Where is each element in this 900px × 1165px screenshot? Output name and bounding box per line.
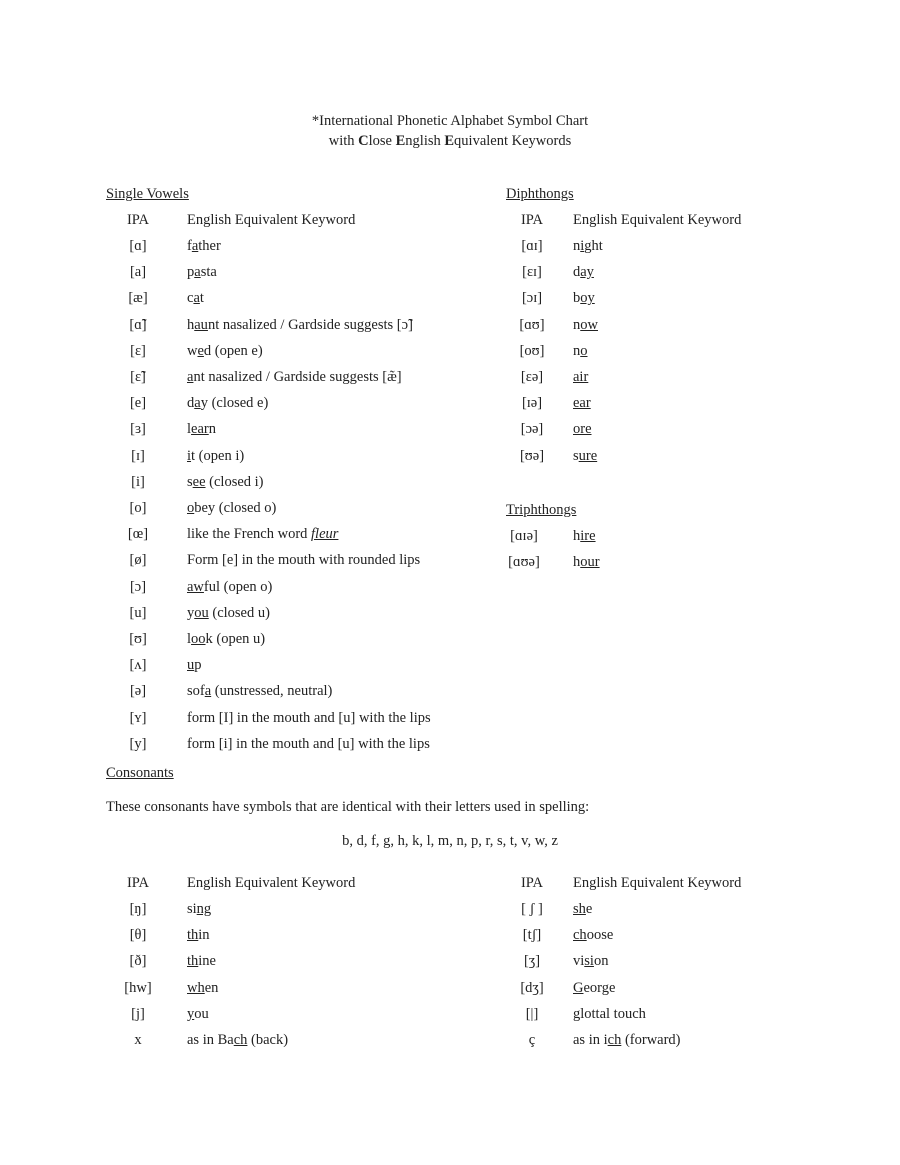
ipa-symbol: [ɑɪ] (521, 238, 543, 254)
ipa-symbol: [ɔə] (520, 421, 544, 438)
keyword-example: it (open i) (187, 447, 245, 464)
ipa-symbol: [o] (129, 500, 147, 516)
keyword-example: look (open u) (187, 631, 266, 647)
keyword-example: she (573, 901, 593, 917)
keyword-example: Form [e] in the mouth with rounded lips (187, 552, 421, 569)
ipa-symbol: [|] (525, 1005, 539, 1022)
keyword-example: sofa (unstressed, neutral) (187, 683, 333, 700)
ipa-symbol: [i] (131, 473, 145, 490)
ipa-symbol: [ɪə] (521, 395, 543, 412)
ipa-symbol: [dʒ] (520, 979, 544, 996)
keyword-example: thine (187, 953, 216, 970)
keyword-example: like the French word fleur (187, 526, 339, 543)
keyword-example: ear (573, 395, 591, 412)
single-vowels-heading: Single Vowels (106, 186, 189, 202)
keyword-example: learn (187, 421, 216, 438)
keyword-example: now (573, 316, 598, 333)
ipa-symbol: [ŋ] (129, 901, 147, 917)
keyword-example: haunt nasalized / Gardside suggests [ɔ̃] (187, 316, 413, 333)
document-title (0, 111, 900, 151)
ipa-symbol: ç (528, 1032, 536, 1048)
keyword-example: thin (187, 927, 210, 944)
triphthongs-heading: Triphthongs (506, 502, 577, 518)
keyword-example: choose (573, 927, 614, 944)
ipa-symbol: [hw] (124, 979, 152, 996)
keyword-example: you (187, 1005, 209, 1022)
ipa-symbol: [ɑʊ] (519, 316, 545, 333)
ipa-symbol: [œ] (127, 526, 149, 543)
ipa-symbol: [ɜ] (130, 421, 146, 438)
keyword-example: hire (573, 528, 596, 544)
ipa-symbol: [ʊ] (129, 631, 147, 647)
ipa-symbol: [ʊə] (519, 447, 545, 464)
keyword-example: glottal touch (573, 1005, 646, 1022)
ipa-symbol: [tʃ] (522, 927, 542, 944)
keyword-example: night (573, 238, 603, 254)
keyword-example: no (573, 342, 588, 359)
ipa-symbol: [ʏ] (129, 709, 147, 726)
ipa-symbol: [ɪ] (131, 447, 145, 464)
ipa-symbol: [ɛɪ] (522, 264, 542, 281)
keyword-example: day (closed e) (187, 395, 269, 412)
consonants-left-ipa-header: IPA (126, 875, 150, 891)
keyword-example: vision (573, 953, 609, 970)
ipa-symbol: [ɑʊə] (508, 554, 540, 571)
ipa-symbol: [ɛ] (130, 342, 146, 359)
keyword-example: cat (187, 290, 204, 307)
ipa-symbol: [ɑ̃] (129, 316, 147, 333)
keyword-example: when (187, 979, 219, 996)
keyword-example: George (573, 979, 616, 996)
keyword-example: form [i] in the mouth and [u] with the lips (187, 735, 430, 752)
keyword-example: ant nasalized / Gardside suggests [æ̃] (187, 369, 402, 385)
keyword-example: awful (open o) (187, 578, 273, 595)
keyword-example: wed (open e) (187, 342, 263, 359)
ipa-symbol: [ʒ] (523, 953, 541, 970)
ipa-symbol: [ɑ] (129, 238, 147, 254)
ipa-symbol: [ɑɪə] (510, 528, 538, 544)
ipa-symbol: [ɛ̃] (130, 369, 146, 385)
ipa-symbol: x (134, 1032, 142, 1048)
ipa-symbol: [ð] (129, 953, 147, 970)
keyword-example: obey (closed o) (187, 500, 277, 516)
keyword-example: sure (573, 447, 598, 464)
keyword-example: you (closed u) (187, 604, 270, 621)
ipa-symbol: [ɛə] (520, 369, 544, 385)
vowels-keyword-header: English Equivalent Keyword (187, 212, 356, 228)
keyword-example: boy (573, 290, 595, 307)
ipa-symbol: [e] (129, 395, 147, 412)
ipa-symbol: [θ] (129, 927, 147, 944)
ipa-symbol: [a] (129, 264, 147, 281)
consonant-letters: b, d, f, g, h, k, l, m, n, p, r, s, t, v, w, z (342, 833, 558, 849)
ipa-symbol: [æ] (128, 290, 148, 307)
title-line-1: *International Phonetic Alphabet Symbol Chart (311, 113, 589, 129)
keyword-example: as in ich (forward) (573, 1032, 681, 1048)
consonants-left-keyword-header: English Equivalent Keyword (187, 875, 356, 891)
consonants-intro: These consonants have symbols that are identical with their letters used in spelling: (106, 799, 590, 815)
vowels-ipa-header: IPA (126, 212, 150, 228)
keyword-example: ore (573, 421, 592, 438)
ipa-symbol: [ɔ] (129, 578, 147, 595)
ipa-symbol: [ø] (129, 552, 147, 569)
keyword-example: hour (573, 554, 600, 571)
keyword-example: day (573, 264, 594, 281)
ipa-symbol: [oʊ] (519, 342, 545, 359)
consonants-right-ipa-header: IPA (520, 875, 544, 891)
ipa-symbol: [y] (129, 735, 147, 752)
diphthongs-ipa-header: IPA (520, 212, 544, 228)
keyword-example: up (187, 657, 202, 674)
consonants-right-keyword-header: English Equivalent Keyword (573, 875, 742, 891)
ipa-symbol: [ə] (129, 683, 147, 700)
ipa-symbol: [u] (129, 604, 147, 621)
diphthongs-keyword-header: English Equivalent Keyword (573, 212, 742, 228)
consonants-heading: Consonants (106, 765, 174, 781)
ipa-symbol: [ʌ] (129, 657, 147, 674)
keyword-example: pasta (187, 264, 217, 281)
title-line-2: with Close English Equivalent Keywords (328, 133, 572, 149)
ipa-symbol: [ɔɪ] (521, 290, 543, 307)
keyword-example: air (573, 369, 589, 385)
keyword-example: father (187, 238, 221, 254)
keyword-example: as in Bach (back) (187, 1032, 289, 1048)
keyword-example: form [I] in the mouth and [u] with the lips (187, 709, 431, 726)
diphthongs-heading: Diphthongs (506, 186, 574, 202)
ipa-symbol: [ ʃ ] (521, 901, 543, 917)
keyword-example: sing (187, 901, 212, 917)
ipa-symbol: [j] (131, 1005, 145, 1022)
keyword-example: see (closed i) (187, 473, 264, 490)
